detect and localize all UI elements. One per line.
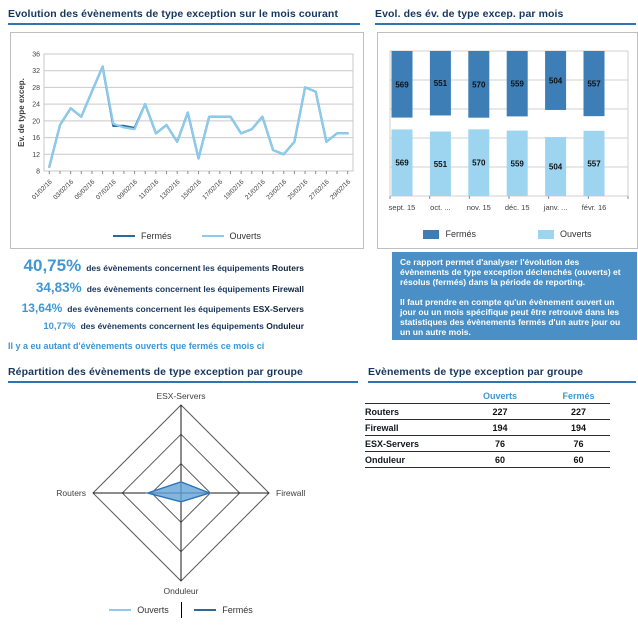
svg-text:557: 557 <box>587 79 601 89</box>
legend-divider <box>181 602 183 618</box>
stat-percentage: 13,64% <box>21 301 63 315</box>
ouverts-line-swatch <box>202 235 224 238</box>
svg-text:01/02/16: 01/02/16 <box>30 178 54 202</box>
svg-text:09/02/16: 09/02/16 <box>116 178 139 202</box>
fermes-bar-swatch <box>423 230 439 239</box>
svg-text:28: 28 <box>32 84 40 92</box>
svg-text:nov. 15: nov. 15 <box>466 203 491 212</box>
stat-description: des évènements concernent les équipements Routers <box>86 263 304 273</box>
bar-chart-legend <box>378 229 637 239</box>
table-row <box>365 404 610 420</box>
legend-label-ouverts: Ouverts <box>137 605 169 615</box>
table-cell-group: Firewall <box>365 423 399 433</box>
fermes-line-swatch <box>194 609 216 612</box>
svg-text:12: 12 <box>32 151 40 159</box>
svg-text:29/02/16: 29/02/16 <box>329 178 353 202</box>
svg-text:20: 20 <box>32 118 40 126</box>
bar-chart-title: Evol. des év. de type excep. par mois <box>375 8 636 25</box>
info-paragraph-1: Ce rapport permet d'analyser l'évolution des évènements de type exception déclenchés (ouverts) et résolus (fermés) dans la période de reporting. <box>400 257 621 288</box>
stat-line <box>8 256 304 276</box>
svg-text:557: 557 <box>587 159 601 169</box>
svg-text:Ev. de type excep.: Ev. de type excep. <box>17 78 26 147</box>
svg-text:569: 569 <box>395 80 409 90</box>
legend-label-ouverts: Ouverts <box>560 229 592 239</box>
table-header-empty <box>365 388 453 404</box>
table-row <box>365 452 610 468</box>
svg-text:oct. ...: oct. ... <box>430 203 451 212</box>
radar-axis-label: ESX-Servers <box>156 391 206 401</box>
svg-text:551: 551 <box>433 159 448 169</box>
legend-label-fermes: Fermés <box>222 605 253 615</box>
radar-chart-legend <box>0 602 362 618</box>
legend-item-fermes <box>423 229 476 239</box>
bar-chart <box>377 32 638 249</box>
ouverts-bar-swatch <box>538 230 554 239</box>
info-paragraph-2: Il faut prendre en compte qu'un évènement ouvert un jour ou un mois spécifique peut être retrouvé dans les statistiques des évènements fermés d'un autre jour ou un un autre mois. <box>400 296 621 338</box>
radar-chart <box>0 384 362 600</box>
table-cell-group: Routers <box>365 407 400 417</box>
stat-percentage: 10,77% <box>43 321 76 332</box>
table-cell-ouverts: 194 <box>492 423 508 433</box>
legend-item-ouverts <box>109 605 169 615</box>
table-header-ouverts: Ouverts <box>482 391 517 401</box>
stat-percentage: 40,75% <box>23 256 82 275</box>
table-cell-fermes: 76 <box>573 439 584 449</box>
legend-label-ouverts: Ouverts <box>229 231 262 241</box>
svg-text:570: 570 <box>472 158 486 168</box>
stat-percentage: 34,83% <box>35 280 82 295</box>
line-chart-plot <box>11 33 361 246</box>
svg-text:11/02/16: 11/02/16 <box>137 178 161 201</box>
svg-text:570: 570 <box>472 80 486 90</box>
table-row <box>365 436 610 452</box>
stats-list <box>8 256 304 332</box>
table-cell-ouverts: 227 <box>492 407 508 417</box>
events-table-body <box>365 404 610 468</box>
svg-text:17/02/16: 17/02/16 <box>201 178 225 202</box>
legend-label-fermes: Fermés <box>445 229 476 239</box>
svg-text:32: 32 <box>32 68 40 76</box>
ouverts-series-line <box>49 67 347 167</box>
svg-text:551: 551 <box>433 79 448 89</box>
stat-line <box>8 301 304 315</box>
table-cell-group: Onduleur <box>365 455 405 465</box>
svg-text:13/02/16: 13/02/16 <box>158 178 182 202</box>
bar-chart-plot <box>378 33 635 223</box>
svg-text:559: 559 <box>510 159 524 169</box>
radar-axis-label: Onduleur <box>163 586 199 596</box>
stats-block <box>8 256 304 351</box>
fermés-series-line <box>49 67 347 167</box>
svg-text:sept. 15: sept. 15 <box>388 203 416 212</box>
radar-axis-label: Firewall <box>276 488 306 498</box>
ouverts-line-swatch <box>109 609 131 612</box>
svg-text:16: 16 <box>32 135 40 143</box>
svg-text:janv. ...: janv. ... <box>543 203 568 212</box>
table-header-fermes: Fermés <box>562 391 595 401</box>
fermes-line-swatch <box>113 235 135 238</box>
line-chart-legend <box>11 231 363 241</box>
svg-text:févr. 16: févr. 16 <box>581 203 607 212</box>
legend-item-ouverts <box>538 229 592 239</box>
events-table-title: Evènements de type exception par groupe <box>368 366 636 383</box>
svg-text:559: 559 <box>510 79 524 89</box>
events-table <box>365 388 610 468</box>
line-chart-title: Evolution des évènements de type exception sur le mois courant <box>8 8 360 25</box>
svg-text:24: 24 <box>32 101 40 109</box>
table-cell-ouverts: 76 <box>494 439 505 449</box>
svg-text:15/02/16: 15/02/16 <box>180 178 203 202</box>
svg-text:23/02/16: 23/02/16 <box>265 178 289 202</box>
svg-text:36: 36 <box>32 51 40 59</box>
radar-chart-title: Répartition des évènements de type exception par groupe <box>8 366 358 383</box>
table-cell-fermes: 60 <box>573 455 584 465</box>
line-chart <box>10 32 364 249</box>
legend-label-fermes: Fermés <box>140 231 172 241</box>
info-box <box>392 252 637 340</box>
svg-text:07/02/16: 07/02/16 <box>94 178 118 202</box>
table-cell-group: ESX-Servers <box>365 439 420 449</box>
legend-item-fermes <box>113 231 172 241</box>
svg-text:504: 504 <box>548 76 563 86</box>
stat-line <box>8 280 304 295</box>
svg-text:05/02/16: 05/02/16 <box>73 178 97 202</box>
table-cell-ouverts: 60 <box>494 455 505 465</box>
table-cell-fermes: 194 <box>570 423 587 433</box>
radar-axis-label: Routers <box>56 488 86 498</box>
stat-description: des évènements concernent les équipements ESX-Servers <box>67 304 304 314</box>
svg-text:8: 8 <box>36 168 40 176</box>
svg-text:27/02/16: 27/02/16 <box>307 178 331 202</box>
legend-item-fermes <box>194 605 253 615</box>
stat-line <box>8 321 304 332</box>
stat-description: des évènements concernent les équipements Firewall <box>86 284 304 294</box>
legend-item-ouverts <box>202 231 262 241</box>
radar-chart-plot <box>0 384 362 600</box>
svg-text:504: 504 <box>548 162 563 172</box>
table-header-row <box>365 388 610 404</box>
table-cell-fermes: 227 <box>570 407 587 417</box>
stat-description: des évènements concernent les équipements Onduleur <box>80 321 304 331</box>
svg-text:19/02/16: 19/02/16 <box>222 178 246 202</box>
svg-text:569: 569 <box>395 158 409 168</box>
svg-text:03/02/16: 03/02/16 <box>52 178 76 202</box>
svg-text:21/02/16: 21/02/16 <box>243 178 267 202</box>
table-row <box>365 420 610 436</box>
svg-text:déc. 15: déc. 15 <box>504 203 530 212</box>
svg-text:25/02/16: 25/02/16 <box>286 178 310 202</box>
stats-note: Il y a eu autant d'évènements ouverts que fermés ce mois ci <box>8 341 265 351</box>
